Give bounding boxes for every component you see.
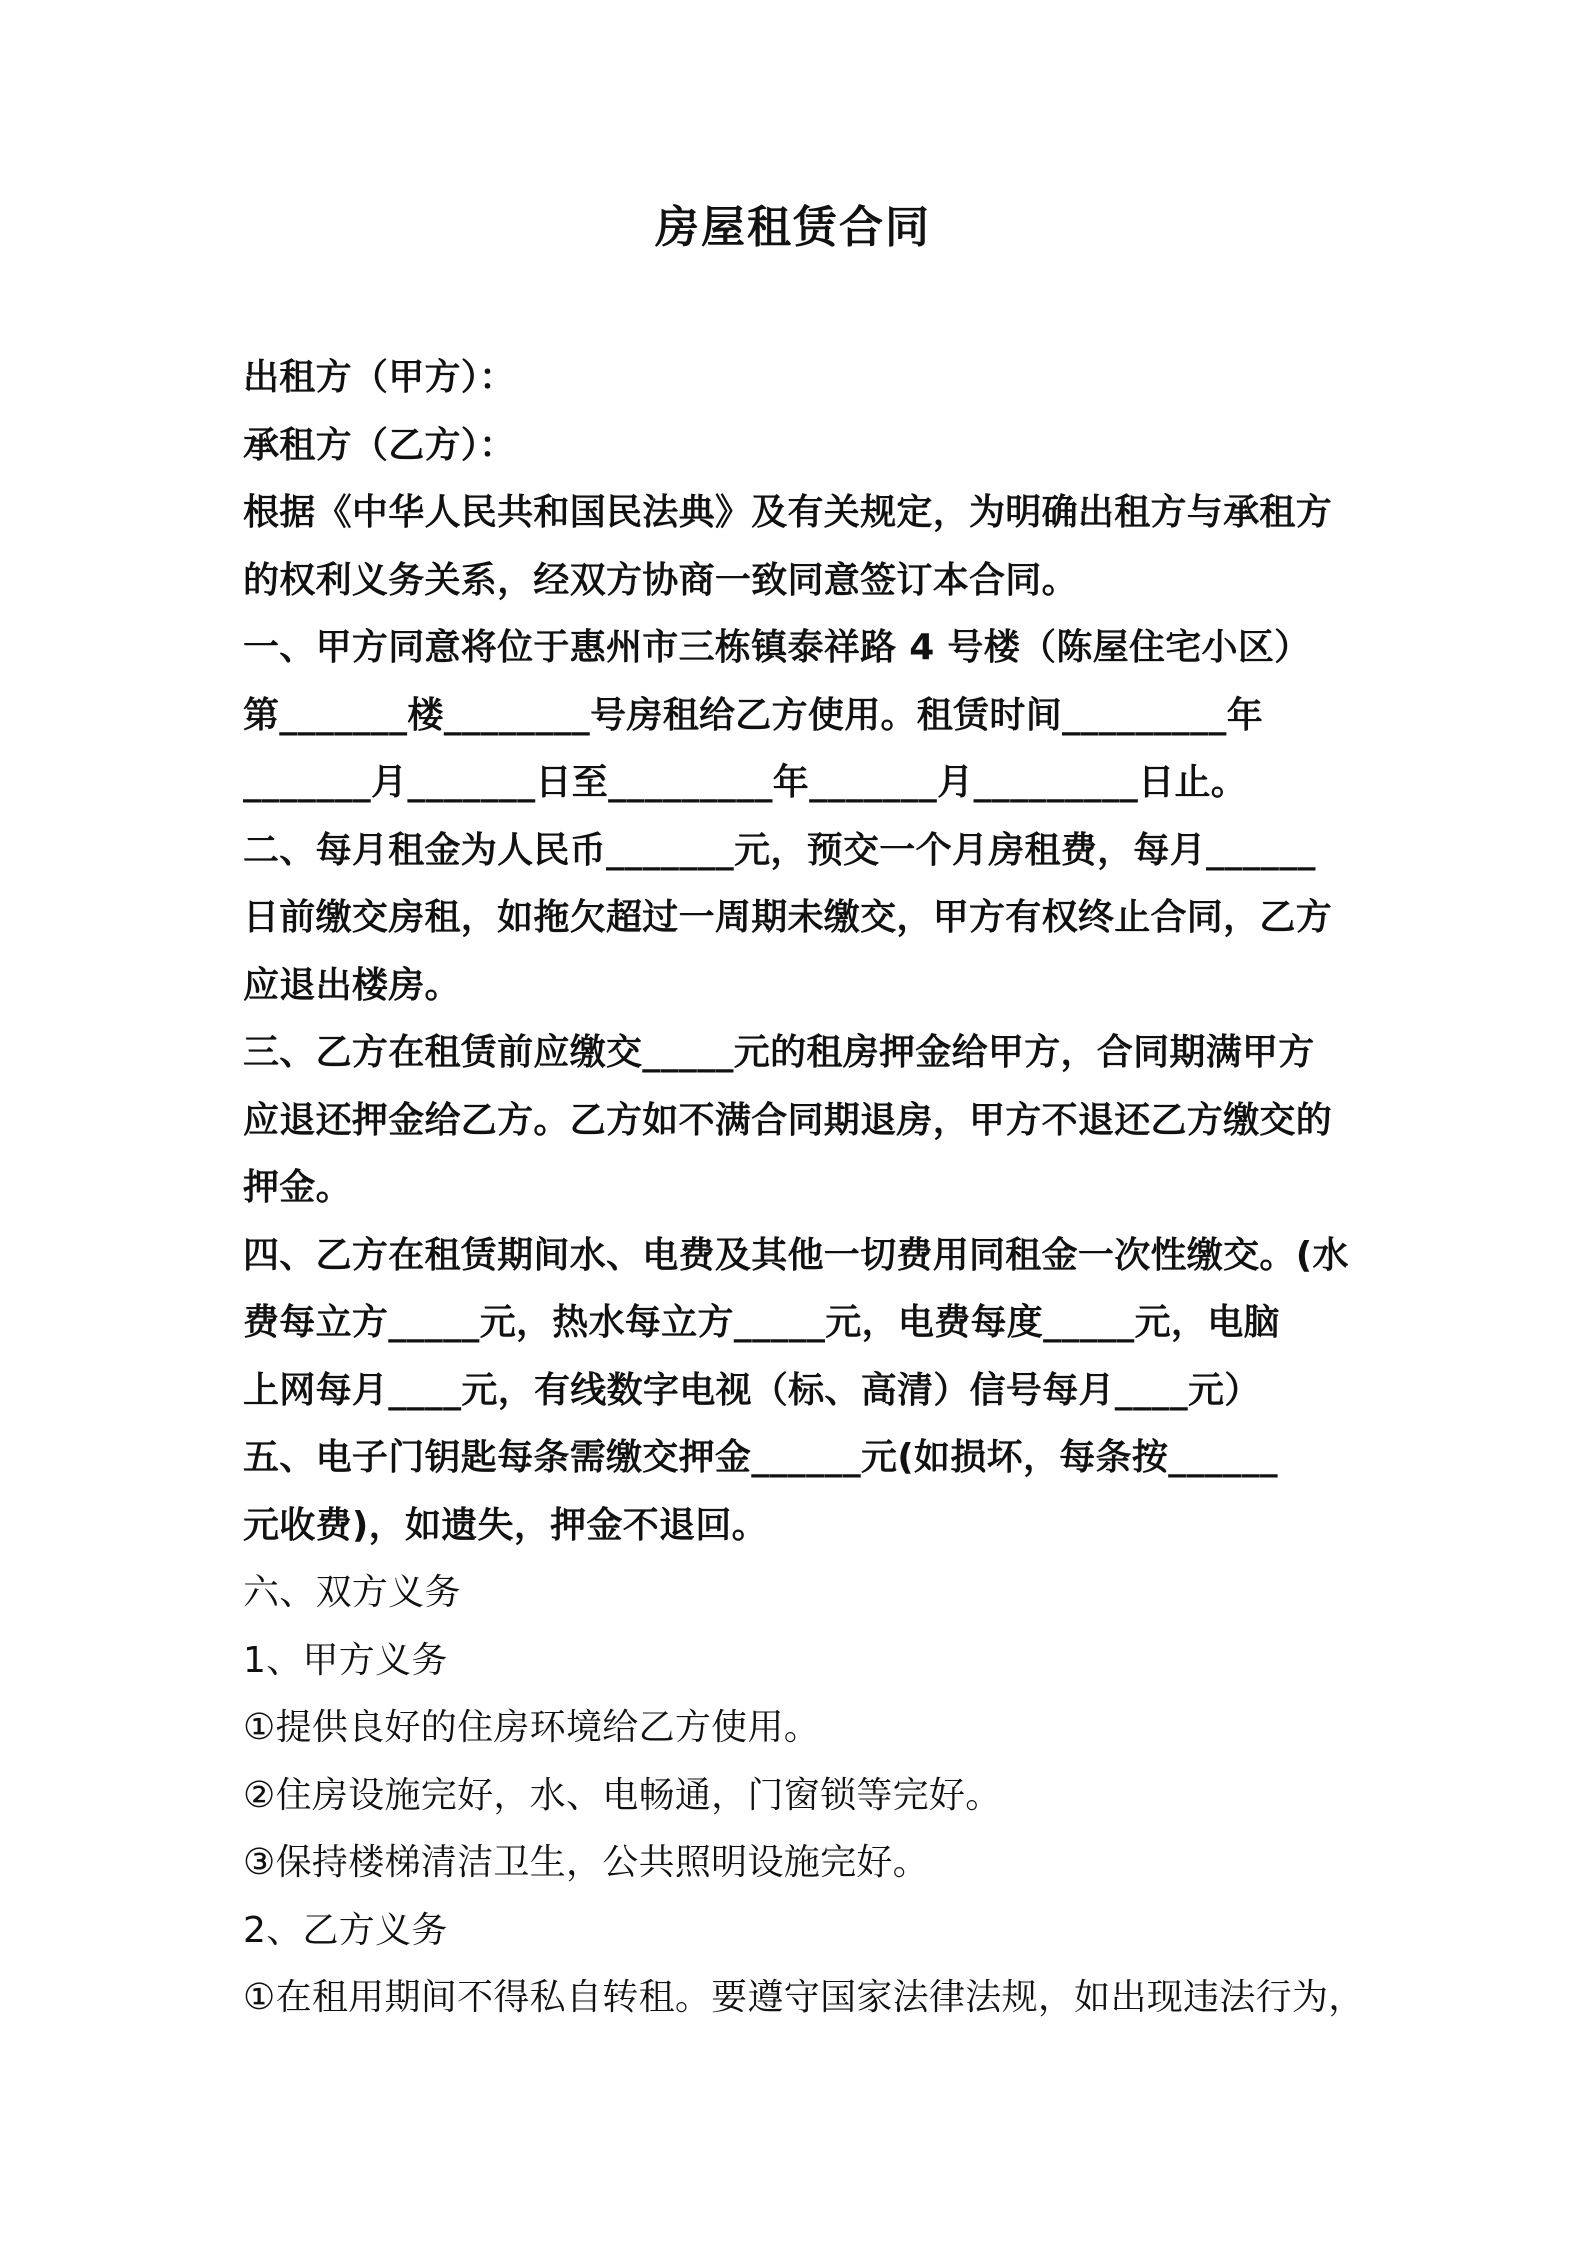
paragraph-line: 的权利义务关系，经双方协商一致同意签订本合同。 bbox=[243, 559, 1078, 601]
subsection-heading: 2、乙方义务 bbox=[243, 1909, 448, 1951]
paragraph-line: 费每立方_____元，热水每立方_____元，电费每度_____元，电脑 bbox=[243, 1302, 1280, 1343]
paragraph-line: 五、电子门钥匙每条需缴交押金______元(如损坏，每条按______ bbox=[243, 1437, 1278, 1478]
paragraph-line: 二、每月租金为人民币_______元，预交一个月房租费，每月______ bbox=[243, 829, 1316, 871]
document-title: 房屋租赁合同 bbox=[655, 202, 931, 253]
paragraph-line: 承租方（乙方）： bbox=[243, 424, 516, 466]
subsection-heading: 1、甲方义务 bbox=[243, 1639, 448, 1681]
paragraph-line: 应退出楼房。 bbox=[243, 964, 461, 1006]
document-body bbox=[243, 344, 1365, 2032]
paragraph-line: 根据《中华人民共和国民法典》及有关规定，为明确出租方与承租方 bbox=[243, 492, 1333, 533]
paragraph-line: 上网每月____元，有线数字电视（标、高清）信号每月____元） bbox=[243, 1369, 1261, 1411]
section-heading: 六、双方义务 bbox=[243, 1572, 461, 1613]
list-item: ②住房设施完好，水、电畅通，门窗锁等完好。 bbox=[243, 1774, 1002, 1816]
paragraph-line: 三、乙方在租赁前应缴交_____元的租房押金给甲方，合同期满甲方 bbox=[243, 1032, 1315, 1073]
paragraph-line: 四、乙方在租赁期间水、电费及其他一切费用同租金一次性缴交。(水 bbox=[243, 1234, 1349, 1276]
paragraph-line: 第_______楼________号房租给乙方使用。租赁时间_________年 bbox=[243, 694, 1263, 736]
list-item: ①在租用期间不得私自转租。要遵守国家法律法规，如出现违法行为， bbox=[243, 1977, 1365, 2018]
paragraph-line: 押金。 bbox=[243, 1167, 352, 1208]
list-item: ①提供良好的住房环境给乙方使用。 bbox=[243, 1707, 821, 1748]
paragraph-line: 元收费)，如遗失，押金不退回。 bbox=[243, 1504, 768, 1546]
paragraph-line: 日前缴交房租，如拖欠超过一周期未缴交，甲方有权终止合同，乙方 bbox=[243, 897, 1333, 938]
paragraph-line: 出租方（甲方）： bbox=[243, 357, 516, 398]
paragraph-line: 一、甲方同意将位于惠州市三栋镇泰祥路 4 号楼（陈屋住宅小区） bbox=[243, 627, 1311, 668]
paragraph-line: 应退还押金给乙方。乙方如不满合同期退房，甲方不退还乙方缴交的 bbox=[243, 1099, 1333, 1141]
paragraph-line: _______月_______日至_________年_______月_________日止。 bbox=[243, 762, 1248, 803]
list-item: ③保持楼梯清洁卫生，公共照明设施完好。 bbox=[243, 1842, 929, 1883]
